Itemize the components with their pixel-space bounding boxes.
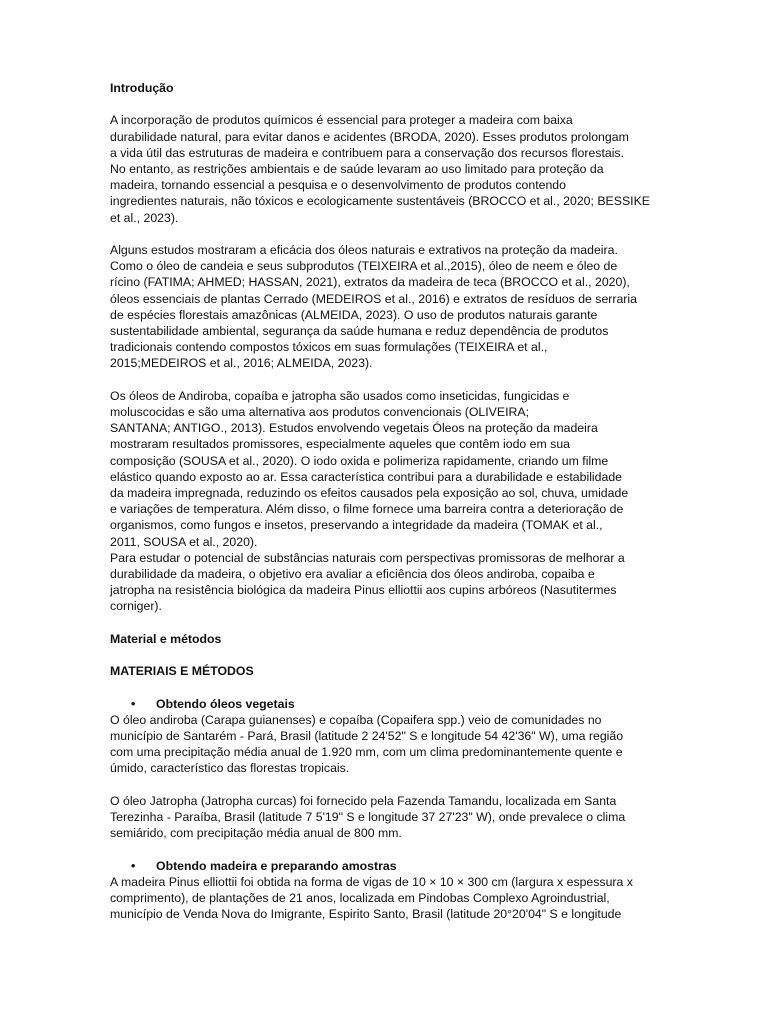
text-line: tradicionais contendo compostos tóxicos em suas formulações (TEIXEIRA et al.,	[110, 340, 548, 355]
text-line: SANTANA; ANTIGO., 2013). Estudos envolvendo vegetais Óleos na proteção da madeira	[110, 421, 598, 436]
intro-paragraph-3	[110, 388, 658, 550]
text-line: Para estudar o potencial de substâncias naturais com perspectivas promissoras de melhorar a	[110, 550, 625, 565]
spacer	[110, 777, 658, 793]
document-page	[110, 80, 658, 922]
text-line: organismos, como fungos e insetos, preservando a integridade da madeira (TOMAK et al.,	[110, 518, 603, 533]
text-line: comprimento), de plantações de 21 anos, localizada em Pindobas Complexo Agroindustrial,	[110, 891, 610, 906]
text-line: a vida útil das estruturas de madeira e contribuem para a conservação dos recursos florestais.	[110, 145, 624, 160]
text-line: composição (SOUSA et al., 2020). O iodo oxida e polimeriza rapidamente, criando um filme	[110, 453, 609, 468]
spacer	[110, 647, 658, 663]
methods-paragraph-1	[110, 712, 658, 777]
text-line: A incorporação de produtos químicos é essencial para proteger a madeira com baixa	[110, 113, 573, 128]
intro-paragraph-2	[110, 242, 658, 372]
spacer	[110, 372, 658, 388]
methods-paragraph-3	[110, 874, 658, 923]
bullet-icon: •	[131, 696, 136, 711]
text-line: úmido, característico das florestas tropicais.	[110, 761, 350, 776]
text-line: O óleo andiroba (Carapa guianenses) e copaíba (Copaifera spp.) veio de comunidades no	[110, 712, 602, 727]
bullet-label: Obtendo óleos vegetais	[156, 696, 295, 711]
text-line: Como o óleo de candeia e seus subprodutos (TEIXEIRA et al.,2015), óleo de neem e óleo de	[110, 259, 618, 274]
intro-paragraph-4	[110, 550, 658, 615]
bullet-icon: •	[131, 858, 136, 873]
bullet-label: Obtendo madeira e preparando amostras	[156, 858, 397, 873]
text-line: ingredientes naturais, não tóxicos e ecologicamente sustentáveis (BROCCO et al., 2020; BESSIKE	[110, 194, 650, 209]
spacer	[110, 226, 658, 242]
text-line: Terezinha - Paraíba, Brasil (latitude 7 5'19" S e longitude 37 27'23" W), onde prevalece o clima	[110, 810, 626, 825]
text-line: moluscocidas e são uma alternativa aos produtos convencionais (OLIVEIRA;	[110, 405, 529, 420]
methods-subheading: MATERIAIS E MÉTODOS	[110, 664, 254, 679]
spacer	[110, 841, 658, 857]
text-line: e variações de temperatura. Além disso, o filme fornece uma barreira contra a deterioração de	[110, 502, 624, 517]
text-line: mostraram resultados promissores, especialmente aqueles que contêm iodo em sua	[110, 437, 570, 452]
text-line: município de Santarém - Pará, Brasil (latitude 2 24'52" S e longitude 54 42'36" W), uma região	[110, 729, 624, 744]
text-line: O óleo Jatropha (Jatropha curcas) foi fornecido pela Fazenda Tamandu, localizada em Santa	[110, 793, 617, 808]
text-line: No entanto, as restrições ambientais e de saúde levaram ao uso limitado para proteção da	[110, 162, 604, 176]
text-line: óleos essenciais de plantas Cerrado (MEDEIROS et al., 2016) e extratos de resíduos de serraria	[110, 291, 637, 306]
intro-heading: Introdução	[110, 81, 174, 95]
spacer	[110, 615, 658, 631]
text-line: município de Venda Nova do Imigrante, Espirito Santo, Brasil (latitude 20°20'04" S e longitude	[110, 907, 622, 922]
methods-paragraph-2	[110, 793, 658, 842]
text-line: 2015;MEDEIROS et al., 2016; ALMEIDA, 2023).	[110, 356, 373, 371]
bullet-item-wood	[110, 858, 658, 874]
bullet-item-oils	[110, 696, 658, 712]
text-line: A madeira Pinus elliottii foi obtida na forma de vigas de 10 × 10 × 300 cm (largura x espessura x	[110, 874, 633, 889]
methods-heading: Material e métodos	[110, 631, 222, 646]
text-line: madeira, tornando essencial a pesquisa e o desenvolvimento de produtos contendo	[110, 178, 566, 193]
text-line: Alguns estudos mostraram a eficácia dos óleos naturais e extrativos na proteção da madeira.	[110, 243, 618, 257]
text-line: rícino (FATIMA; AHMED; HASSAN, 2021), extratos da madeira de teca (BROCCO et al., 2020),	[110, 275, 630, 290]
text-line: jatropha na resistência biológica da madeira Pinus elliottii aos cupins arbóreos (Nasutitermes	[110, 583, 617, 598]
text-line: semiárido, com precipitação média anual de 800 mm.	[110, 826, 402, 841]
text-line: sustentabilidade ambiental, segurança da saúde humana e reduz dependência de produtos	[110, 324, 609, 339]
text-line: 2011, SOUSA et al., 2020).	[110, 534, 258, 549]
text-line: da madeira impregnada, reduzindo os efeitos causados pela exposição ao sol, chuva, umidade	[110, 486, 629, 501]
intro-paragraph-1	[110, 112, 658, 225]
text-line: durabilidade natural, para evitar danos e acidentes (BRODA, 2020). Esses produtos prolongam	[110, 129, 629, 144]
text-line: Os óleos de Andiroba, copaíba e jatropha são usados como inseticidas, fungicidas e	[110, 388, 570, 403]
text-line: et al., 2023).	[110, 210, 179, 225]
text-line: com uma precipitação média anual de 1.920 mm, com um clima predominantemente quente e	[110, 745, 623, 760]
text-line: de espécies florestais amazônicas (ALMEIDA, 2023). O uso de produtos naturais garante	[110, 307, 598, 322]
text-line: elástico quando exposto ao ar. Essa característica contribui para a durabilidade e estabilidade	[110, 469, 623, 484]
spacer	[110, 96, 658, 112]
text-line: durabilidade da madeira, o objetivo era avaliar a eficiência dos óleos andiroba, copaiba e	[110, 567, 595, 582]
spacer	[110, 679, 658, 695]
text-line: corniger).	[110, 599, 162, 614]
